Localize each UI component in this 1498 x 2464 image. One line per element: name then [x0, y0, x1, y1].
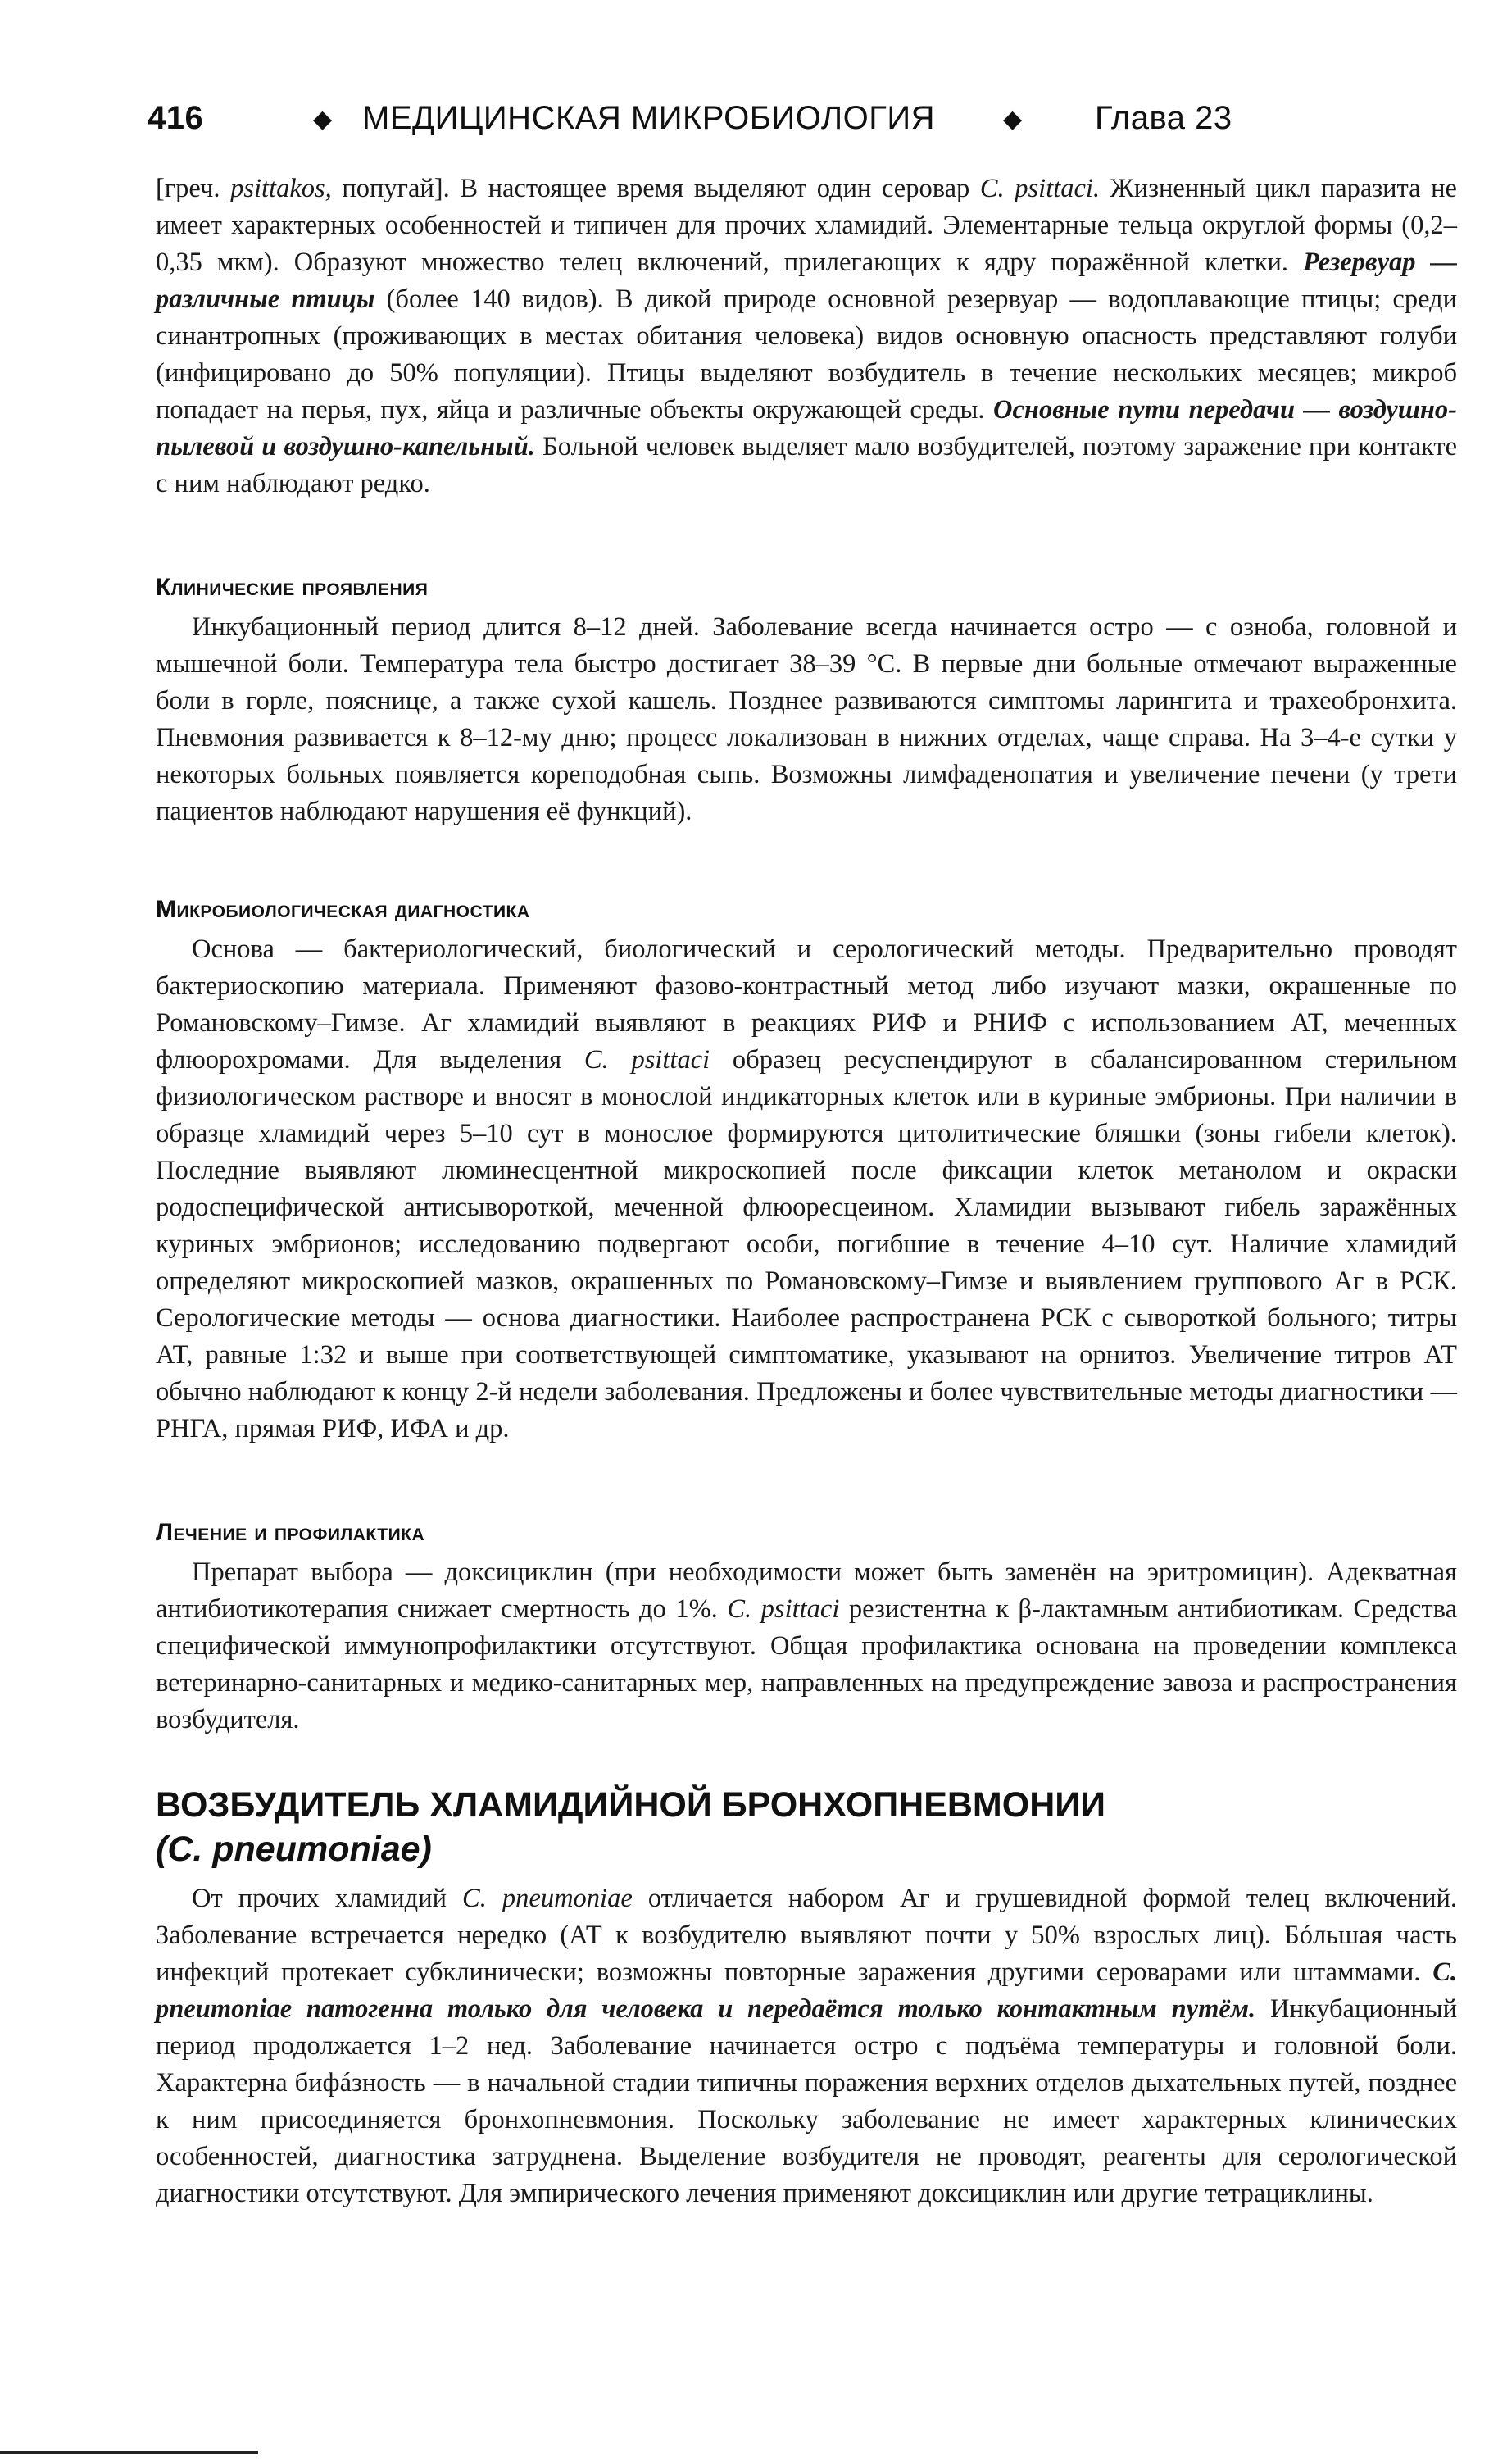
running-header: [148, 100, 1459, 149]
section-heading-clinical: Клинические проявления: [156, 574, 429, 601]
section-heading-diagnostics: Микробиологическая диагностика: [156, 896, 530, 923]
paragraph-psittaci-intro: [греч. psittakos, попугай]. В настоящее время выделяют один серовар C. psittaci. Жизненный цикл паразита не имеет характерных особенностей и типичен для прочих хламидий. Элементарные тельца округлой формы (0,2–0,35 мкм). Образуют множество телец включений, прилегающих к ядру поражённой клетки. Резервуар — различные птицы (более 140 видов). В дикой природе основной резервуар — водоплавающие птицы; среди синантропных (проживающих в местах обитания человека) видов основную опасность представляют голуби (инфицировано до 50% популяции). Птицы выделяют возбудитель в течение нескольких месяцев; микроб попадает на перья, пух, яйца и различные объекты окружающей среды. Основные пути передачи — воздушно-пылевой и воздушно-капельный. Больной человек выделяет мало возбудителей, поэтому заражение при контакте с ним наблюдают редко.: [156, 174, 1458, 498]
page-number: 416: [148, 100, 204, 136]
paragraph-clinical: Инкубационный период длится 8–12 дней. Заболевание всегда начинается остро — с озноба, головной и мышечной боли. Температура тела быстро достигает 38–39 °С. В первые дни больные отмечают выраженные боли в горле, пояснице, а также сухой кашель. Позднее развиваются симптомы ларингита и трахеобронхита. Пневмония развивается к 8–12-му дню; процесс локализован в нижних отделах, чаще справа. На 3–4-е сутки у некоторых больных появляется кореподобная сыпь. Возможны лимфаденопатия и увеличение печени (у трети пациентов наблюдают нарушения её функций).: [156, 612, 1457, 826]
main-heading-line1: ВОЗБУДИТЕЛЬ ХЛАМИДИЙНОЙ БРОНХОПНЕВМОНИИ: [156, 1785, 1106, 1825]
diamond-icon: ◆: [1003, 106, 1023, 133]
chapter-label: Глава 23: [1095, 100, 1232, 136]
diamond-icon: ◆: [313, 106, 333, 133]
section-heading-treatment: Лечение и профилактика: [156, 1519, 425, 1546]
paragraph-diagnostics: Основа — бактериологический, биологический и серологический методы. Предварительно проводят бактериоскопию материала. Применяют фазово-контрастный метод либо изучают мазки, окрашенные по Романовскому–Гимзе. Аг хламидий выявляют в реакциях РИФ и РНИФ с использованием АТ, меченных флюорохромами. Для выделения C. psittaci образец ресуспендируют в сбалансированном стерильном физиологическом растворе и вносят в монослой индикаторных клеток или в куриные эмбрионы. При наличии в образце хламидий через 5–10 сут в монослое формируются цитолитические бляшки (зоны гибели клеток). Последние выявляют люминесцентной микроскопией после фиксации клеток метанолом и окраски родоспецифической антисывороткой, меченной флюоресцеином. Хламидии вызывают гибель заражённых куриных эмбрионов; исследованию подвергают особи, погибшие в течение 4–10 сут. Наличие хламидий определяют микроскопией мазков, окрашенных по Романовскому–Гимзе и выявлением группового Аг в РСК. Серологические методы — основа диагностики. Наиболее распространена РСК с сывороткой больного; титры АТ, равные 1:32 и выше при соответствующей симптоматике, указывают на орнитоз. Увеличение титров АТ обычно наблюдают к концу 2-й недели заболевания. Предложены и более чувствительные методы диагностики — РНГА, прямая РИФ, ИФА и др.: [156, 934, 1457, 1443]
paragraph-pneumoniae: От прочих хламидий C. pneumoniae отличается набором Аг и грушевидной формой телец включений. Заболевание встречается нередко (АТ к возбудителю выявляют почти у 50% взрослых лиц). Бóльшая часть инфекций протекает субклинически; возможны повторные заражения другими сероварами или штаммами. C. pneumoniae патогенна только для человека и передаётся только контактным путём. Инкубационный период продолжается 1–2 нед. Заболевание начинается остро с подъёма температуры и головной боли. Характерна бифáзность — в начальной стадии типичны поражения верхних отделов дыхательных путей, позднее к ним присоединяется бронхопневмония. Поскольку заболевание не имеет характерных клинических особенностей, диагностика затруднена. Выделение возбудителя не проводят, реагенты для серологической диагностики отсутствуют. Для эмпирического лечения применяют доксициклин или другие тетрациклины.: [156, 1884, 1458, 2208]
running-title: МЕДИЦИНСКАЯ МИКРОБИОЛОГИЯ: [362, 100, 936, 136]
main-heading: [156, 1783, 1105, 1871]
paragraph-treatment: Препарат выбора — доксициклин (при необходимости может быть заменён на эритромицин). Адекватная антибиотикотерапия снижает смертность до 1%. C. psittaci резистентна к β-лактамным антибиотикам. Средства специфической иммунопрофилактики отсутствуют. Общая профилактика основана на проведении комплекса ветеринарно-санитарных и медико-санитарных мер, направленных на предупреждение завоза и распространения возбудителя.: [156, 1557, 1457, 1734]
main-heading-line2: (C. pneumoniae): [156, 1830, 432, 1869]
bottom-rule: [0, 2451, 258, 2454]
